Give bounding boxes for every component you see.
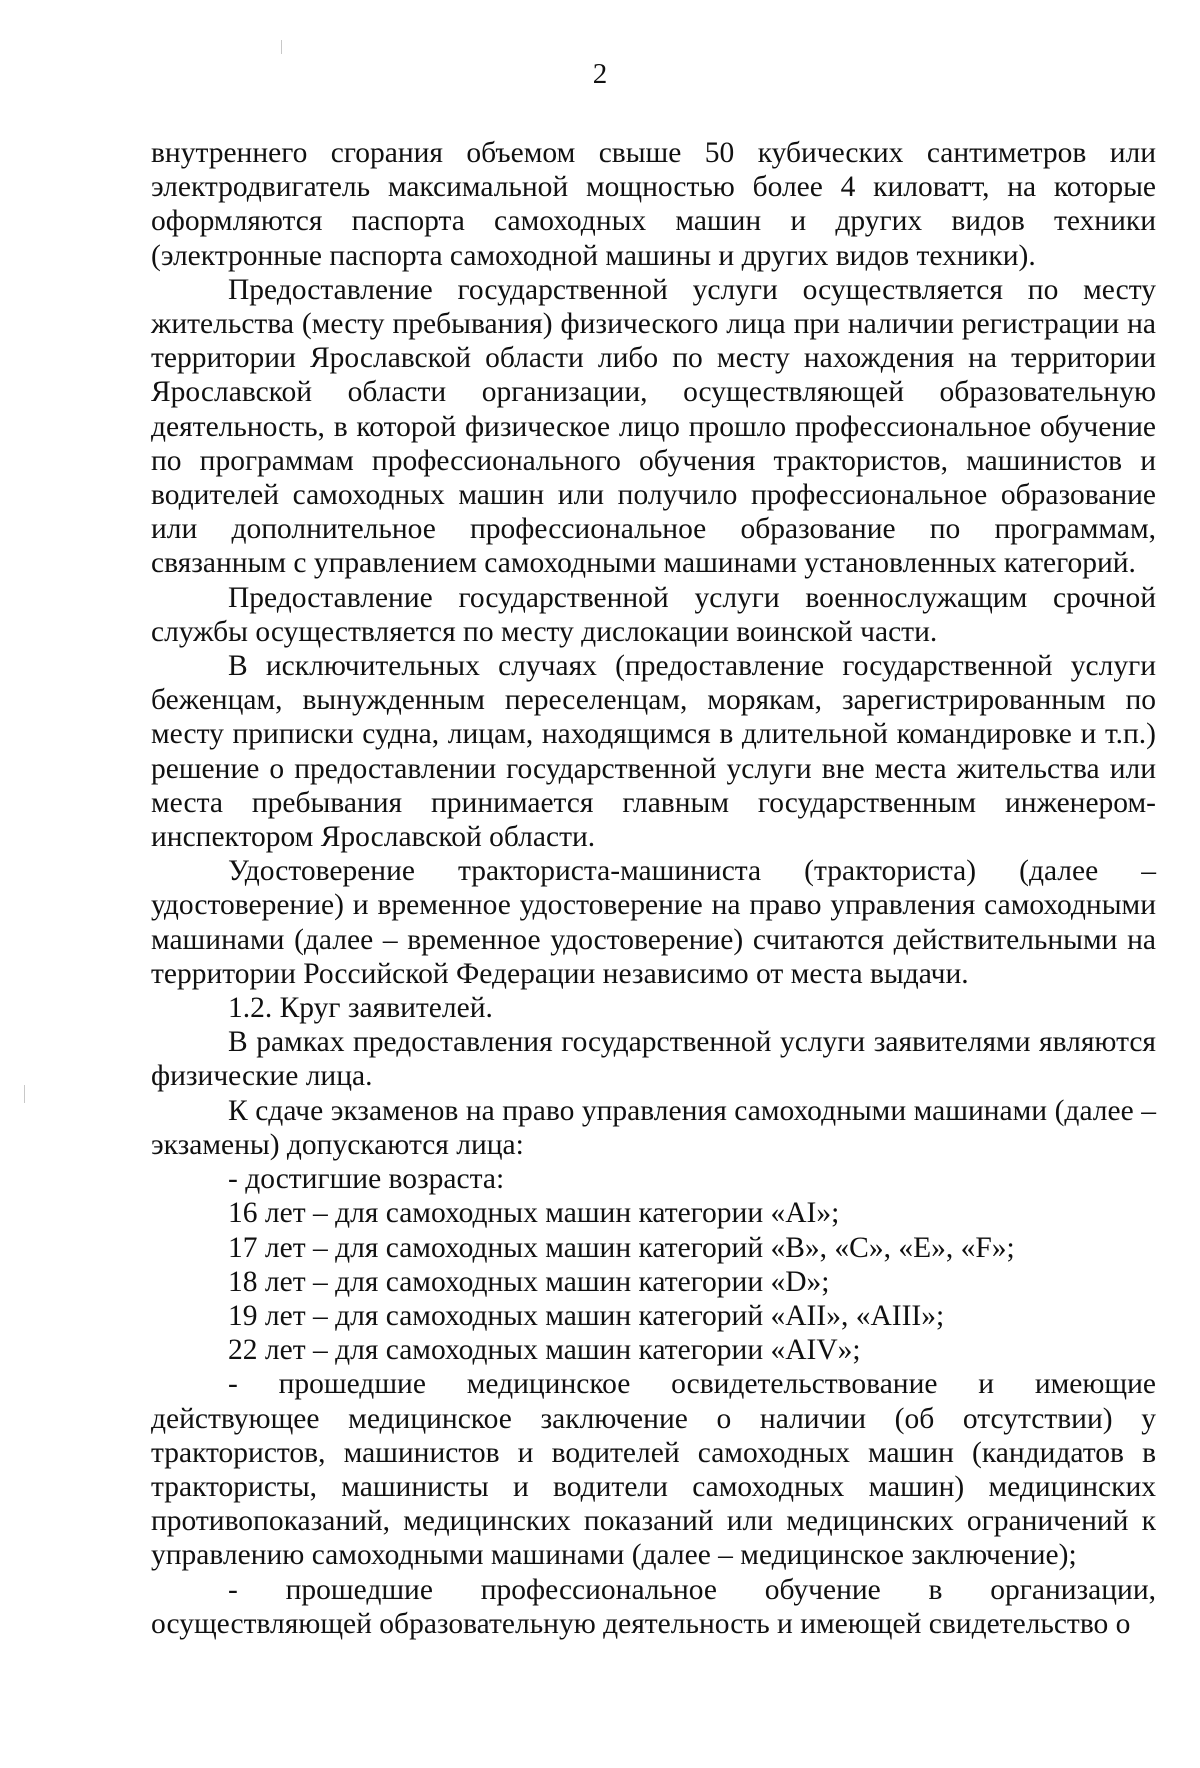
list-item-medical-certificate: - прошедшие медицинское освидетельствование и имеющие действующее медицинское заключение о наличии (об отсутствии) у трактористов, машинистов и водителей самоходных машин (кандидатов в трактористы, машинисты и водители самоходных машин) медицинских противопоказаний, медицинских показаний или медицинских ограничений к управлению самоходными машинами (далее – медицинское заключение); [151,1368,1156,1572]
paragraph-service-location: Предоставление государственной услуги осуществляется по месту жительства (месту пребывания) физического лица при наличии регистрации на территории Ярославской области либо по месту нахождения на территории Ярославской области организации, осуществляющей образовательную деятельность, в которой физическое лицо прошло профессиональное обучение по программам профессионального обучения трактористов, машинистов и водителей самоходных машин или получило профессиональное образование или дополнительное профессиональное образование по программам, связанным с управлением самоходными машинами установленных категорий. [151,273,1156,580]
scan-artifact-left [24,1085,25,1103]
paragraph-applicants: В рамках предоставления государственной услуги заявителями являются физические лица. [151,1026,1156,1093]
list-item-age-requirement: - достигшие возраста: [228,1163,505,1196]
paragraph-exceptional-cases: В исключительных случаях (предоставление государственной услуги беженцам, вынужденным переселенцам, морякам, зарегистрированным по месту приписки судна, лицам, находящимся в длительной командировке и т.п.) решение о предоставлении государственной услуги вне места жительства или места пребывания принимается главным государственным инженером-инспектором Ярославской области. [151,650,1156,854]
list-item-age-18: 18 лет – для самоходных машин категории «D»; [228,1265,830,1298]
list-item-age-19: 19 лет – для самоходных машин категорий «AII», «AIII»; [228,1299,945,1332]
paragraph-military-service: Предоставление государственной услуги военнослужащим срочной службы осуществляется по месту дислокации воинской части. [151,581,1156,648]
paragraph-certificate-validity: Удостоверение тракториста-машиниста (тракториста) (далее – удостоверение) и временное удостоверение на право управления самоходными машинами (далее – временное удостоверение) считаются действительными на территории Российской Федерации независимо от места выдачи. [151,855,1156,990]
page-number: 2 [592,58,608,90]
list-item-age-17: 17 лет – для самоходных машин категорий «B», «C», «E», «F»; [228,1231,1015,1264]
document-body [151,136,1156,1641]
list-item-age-16: 16 лет – для самоходных машин категории «AI»; [228,1197,840,1230]
section-heading-applicants: 1.2. Круг заявителей. [228,992,493,1025]
list-item-age-22: 22 лет – для самоходных машин категории «AIV»; [228,1334,861,1367]
paragraph-engine-volume: внутреннего сгорания объемом свыше 50 кубических сантиметров или электродвигатель максимальной мощностью более 4 киловатт, на которые оформляются паспорта самоходных машин и других видов техники (электронные паспорта самоходной машины и других видов техники). [151,137,1156,272]
paragraph-exam-admission: К сдаче экзаменов на право управления самоходными машинами (далее – экзамены) допускаются лица: [151,1094,1156,1161]
scan-artifact-top [281,40,282,54]
list-item-professional-training: - прошедшие профессиональное обучение в организации, осуществляющей образовательную деятельность и имеющей свидетельство о [151,1573,1156,1640]
